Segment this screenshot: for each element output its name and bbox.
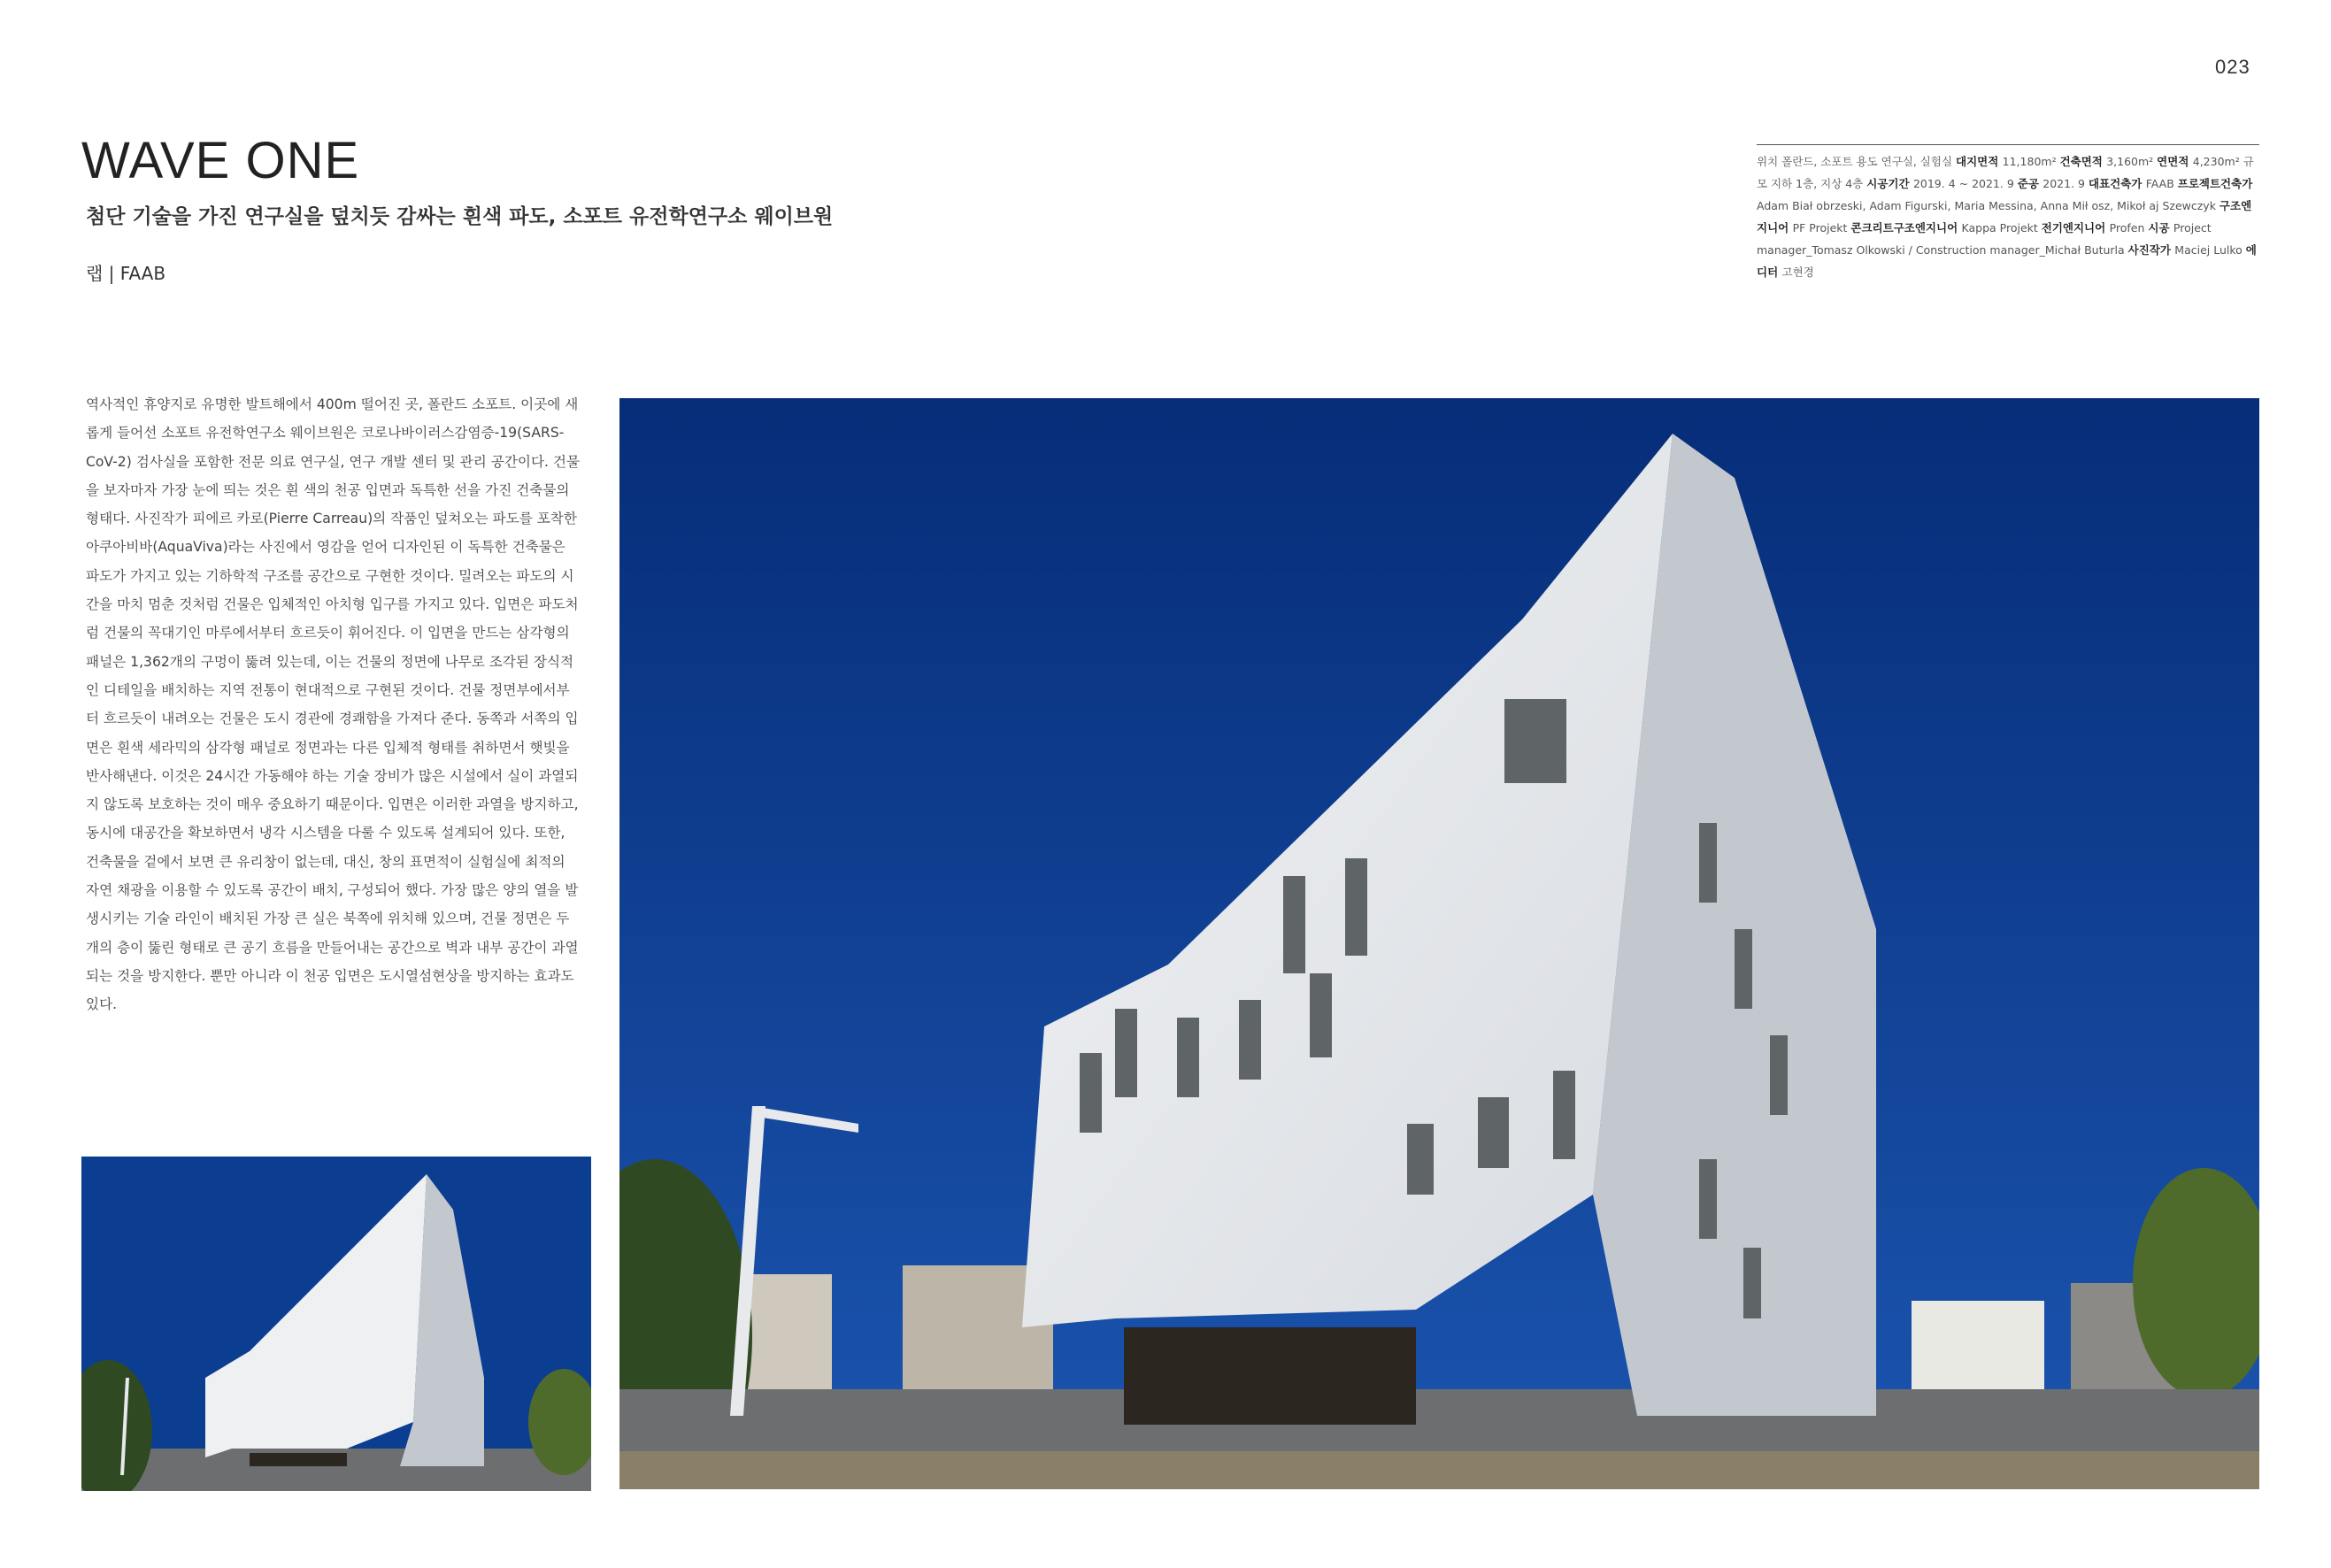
credit-value: Kappa Projekt: [1961, 221, 2042, 234]
credit-item: [1857, 155, 1957, 168]
credit-label: 대표건축가: [2088, 177, 2146, 190]
credit-value: Profen: [2109, 221, 2149, 234]
credit-label: 콘크리트구조엔지니어: [1850, 221, 1962, 234]
article-title: WAVE ONE: [81, 132, 360, 189]
credit-value: 2021. 9: [2043, 177, 2089, 190]
page-number: 023: [2215, 56, 2250, 78]
credit-value: 고현경: [1781, 265, 1814, 279]
credit-label: 에디터: [1757, 243, 2257, 279]
credit-value: 위치 폴란드, 소포트: [1757, 155, 1857, 168]
credit-item: [1866, 177, 2017, 190]
building-photo-main: [619, 398, 2259, 1489]
credit-value: 4,230m²: [2192, 155, 2243, 168]
body-paragraph: 역사적인 휴양지로 유명한 발트해에서 400m 떨어진 곳, 폴란드 소포트. 이곳에 새롭게 들어선 소포트 유전학연구소 웨이브원은 코로나바이러스감염증-19(SARS-CoV-2) 검사실을 포함한 전문 의료 연구실, 연구 개발 센터 및 관리 공간이다. 건물을 보자마자 가장 눈에 띄는 것은 흰 색의 천공 입면과 독특한 선을 가진 건축물의 형태다. 사진작가 피에르 카로(Pierre Carreau)의 작품인 덮쳐오는 파도를 포착한 아쿠아비바(AquaViva)라는 사진에서 영감을 얻어 디자인된 이 독특한 건축물은 파도가 가지고 있는 기하학적 구조를 공간으로 구현한 것이다. 밀려오는 파도의 시간을 마치 멈춘 것처럼 건물은 입체적인 아치형 입구를 가지고 있다. 입면은 파도처럼 건물의 꼭대기인 마루에서부터 흐르듯이 휘어진다. 이 입면을 만드는 삼각형의 패널은 1,362개의 구멍이 뚫려 있는데, 이는 건물의 정면에 나무로 조각된 장식적인 디테일을 배치하는 지역 전통이 현대적으로 구현된 것이다. 건물 정면부에서부터 흐르듯이 내려오는 건물은 도시 경관에 경쾌함을 가져다 준다. 동쪽과 서쪽의 입면은 흰색 세라믹의 삼각형 패널로 정면과는 다른 입체적 형태를 취하면서 햇빛을 반사해낸다. 이것은 24시간 가동해야 하는 기술 장비가 많은 시설에서 실이 과열되지 않도록 보호하는 것이 매우 중요하기 때문이다. 입면은 이러한 과열을 방지하고, 동시에 대공간을 확보하면서 냉각 시스템을 다룰 수 있도록 설계되어 있다. 또한, 건축물을 겉에서 보면 큰 유리창이 없는데, 대신, 창의 표면적이 실험실에 최적의 자연 채광을 이용할 수 있도록 공간이 배치, 구성되어 했다. 가장 많은 양의 열을 발생시키는 기술 라인이 배치된 가장 큰 실은 북쪽에 위치해 있으며, 건물 정면은 두 개의 층이 뚫린 형태로 큰 공기 흐름을 만들어내는 공간으로 벽과 내부 공간이 과열되는 것을 방지한다. 뿐만 아니라 이 천공 입면은 도시열섬현상을 방지하는 효과도 있다.: [86, 396, 581, 1013]
building-photo-small: [81, 1157, 591, 1491]
credit-value: FAAB: [2145, 177, 2178, 190]
credit-value: 2019. 4 ~ 2021. 9: [1912, 177, 2018, 190]
credit-value: Maciej Lulko: [2174, 243, 2246, 257]
credit-label: 구조엔지니어: [1757, 199, 2252, 234]
credit-label: 시공기간: [1866, 177, 1913, 190]
article-body: [86, 390, 581, 1019]
credit-label: 사진작가: [2127, 243, 2175, 257]
credit-item: [1850, 221, 2041, 234]
credit-value: PF Projekt: [1792, 221, 1851, 234]
credit-value: Project manager_Tomasz Olkowski / Construction manager_Michał Buturla: [1757, 221, 2212, 257]
credit-label: 준공: [2017, 177, 2043, 190]
article-subtitle: 첨단 기술을 가진 연구실을 덮치듯 감싸는 흰색 파도, 소포트 유전학연구소 웨이브원: [86, 205, 834, 228]
credit-value: 11,180m²: [2002, 155, 2060, 168]
credit-item: [2128, 243, 2246, 257]
credit-value: 용도 연구실, 실험실: [1856, 155, 1956, 168]
project-credits: [1757, 150, 2259, 283]
credit-item: [2089, 177, 2178, 190]
credit-item: [2042, 221, 2149, 234]
credit-item: [2060, 155, 2158, 168]
credit-label: 대지면적: [1956, 155, 2003, 168]
credits-divider: [1757, 144, 2259, 145]
credit-label: 프로젝트건축가: [2177, 177, 2253, 190]
credit-label: 시공: [2148, 221, 2173, 234]
credit-value: 규모 지하 1층, 지상 4층: [1757, 155, 2254, 190]
credit-item: [1757, 155, 1857, 168]
credit-label: 연면적: [2157, 155, 2193, 168]
credit-label: 건축면적: [2059, 155, 2107, 168]
credit-value: Adam Biał obrzeski, Adam Figurski, Maria Messina, Anna Mił osz, Mikoł aj Szewczyk: [1757, 199, 2219, 212]
credit-item: [2018, 177, 2089, 190]
article-byline: 랩 | FAAB: [86, 263, 166, 284]
credit-item: [2157, 155, 2243, 168]
credit-value: 3,160m²: [2106, 155, 2158, 168]
credit-item: [1956, 155, 2060, 168]
credit-label: 전기엔지니어: [2041, 221, 2110, 234]
